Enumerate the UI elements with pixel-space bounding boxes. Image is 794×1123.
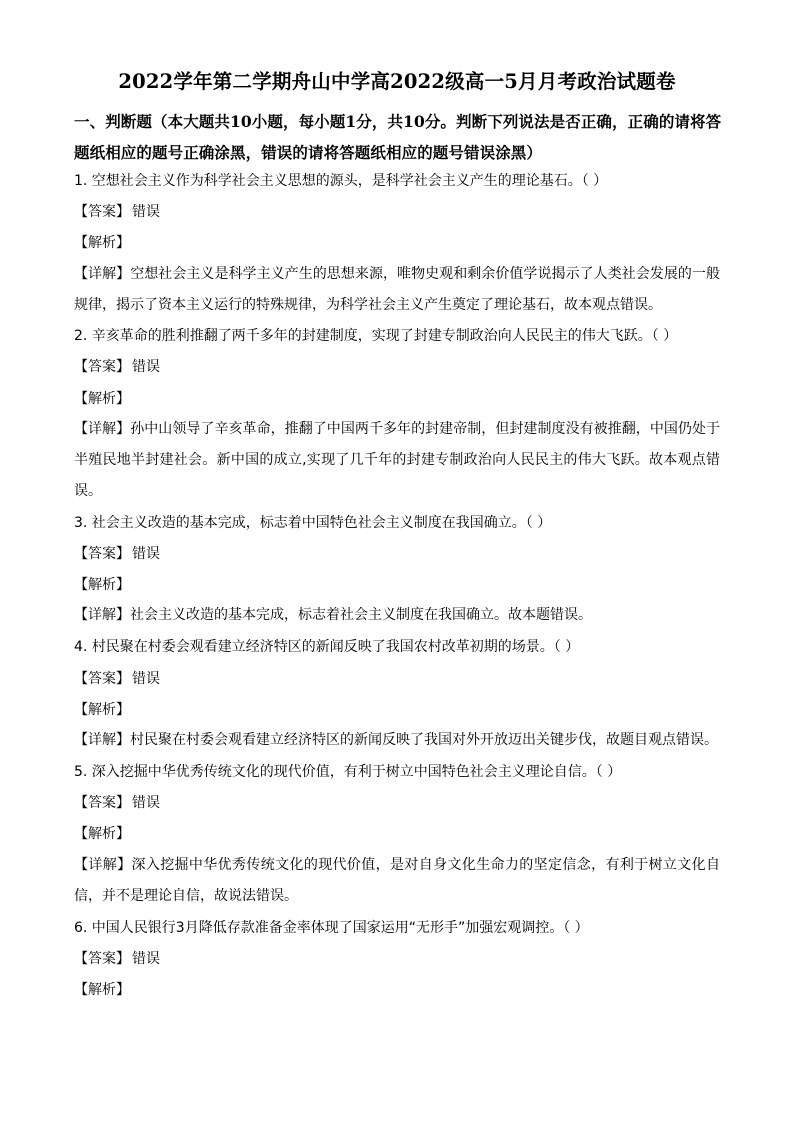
- answer-value: 错误: [132, 546, 160, 562]
- detail-paragraph: [74, 725, 720, 756]
- answer-value: 错误: [132, 359, 160, 375]
- detail-text: 孙中山领导了辛亥革命，推翻了中国两千多年的封建帝制，但封建制度没有被推翻，中国仍处于半殖民地半封建社会。新中国的成立,实现了几千年的封建专制政治向人民民主的伟大飞跃。故本观点错误。: [74, 421, 721, 499]
- detail-paragraph: [74, 259, 720, 321]
- answer-label: 【答案】: [74, 951, 130, 967]
- answer-value: 错误: [132, 671, 160, 687]
- question-stem: 3. 社会主义改造的基本完成，标志着中国特色社会主义制度在我国确立。（ ）: [74, 515, 552, 531]
- detail-label: 【详解】: [74, 857, 132, 873]
- detail-text: 社会主义改造的基本完成，标志着社会主义制度在我国确立。故本题错误。: [130, 607, 592, 623]
- answer-line: [74, 357, 160, 377]
- analysis-label: 【解析】: [74, 577, 130, 593]
- analysis-label: 【解析】: [74, 826, 130, 842]
- analysis-label: 【解析】: [74, 235, 130, 251]
- detail-label: 【详解】: [74, 421, 131, 437]
- answer-label: 【答案】: [74, 204, 130, 220]
- answer-label: 【答案】: [74, 795, 130, 811]
- detail-text: 深入挖掘中华优秀传统文化的现代价值，是对自身文化生命力的坚定信念，有利于树立文化自信，并不是理论自信，故说法错误。: [74, 857, 721, 904]
- detail-label: 【详解】: [74, 266, 131, 282]
- answer-value: 错误: [132, 951, 160, 967]
- question-stem: 1. 空想社会主义作为科学社会主义思想的源头，是科学社会主义产生的理论基石。（ ）: [74, 173, 608, 189]
- answer-line: [74, 202, 160, 222]
- question-stem: 5. 深入挖掘中华优秀传统文化的现代价值，有利于树立中国特色社会主义理论自信。（ ）: [74, 764, 622, 780]
- answer-line: [74, 544, 160, 564]
- exam-title: 2022学年第二学期舟山中学高2022级高一5月月考政治试题卷: [118, 70, 676, 93]
- answer-line: [74, 669, 160, 689]
- question-stem: 2. 辛亥革命的胜利推翻了两千多年的封建制度，实现了封建专制政治向人民民主的伟大飞跃。（ ）: [74, 328, 678, 344]
- analysis-label: 【解析】: [74, 702, 130, 718]
- answer-label: 【答案】: [74, 546, 130, 562]
- section-heading: 一、判断题（本大题共10小题，每小题1分，共10分。判断下列说法是否正确，正确的请将答题纸相应的题号正确涂黑，错误的请将答题纸相应的题号错误涂黑）: [74, 112, 722, 162]
- answer-label: 【答案】: [74, 359, 130, 375]
- question-stem: 6. 中国人民银行3月降低存款准备金率体现了国家运用“无形手”加强宏观调控。（ ）: [74, 920, 589, 936]
- answer-value: 错误: [132, 204, 160, 220]
- detail-text: 空想社会主义是科学主义产生的思想来源，唯物史观和剩余价值学说揭示了人类社会发展的一般规律，揭示了资本主义运行的特殊规律，为科学社会主义产生奠定了理论基石，故本观点错误。: [74, 266, 721, 313]
- detail-paragraph: [74, 414, 720, 507]
- answer-line: [74, 949, 160, 969]
- answer-value: 错误: [132, 795, 160, 811]
- detail-label: 【详解】: [74, 732, 130, 748]
- answer-label: 【答案】: [74, 671, 130, 687]
- detail-paragraph: [74, 850, 720, 912]
- detail-label: 【详解】: [74, 607, 130, 623]
- answer-line: [74, 793, 160, 813]
- question-stem: 4. 村民聚在村委会观看建立经济特区的新闻反映了我国农村改革初期的场景。（ ）: [74, 639, 580, 655]
- analysis-label: 【解析】: [74, 982, 130, 998]
- detail-text: 村民聚在村委会观看建立经济特区的新闻反映了我国对外开放迈出关键步伐，故题目观点错误。: [130, 732, 718, 748]
- detail-paragraph: [74, 600, 720, 631]
- analysis-label: 【解析】: [74, 391, 130, 407]
